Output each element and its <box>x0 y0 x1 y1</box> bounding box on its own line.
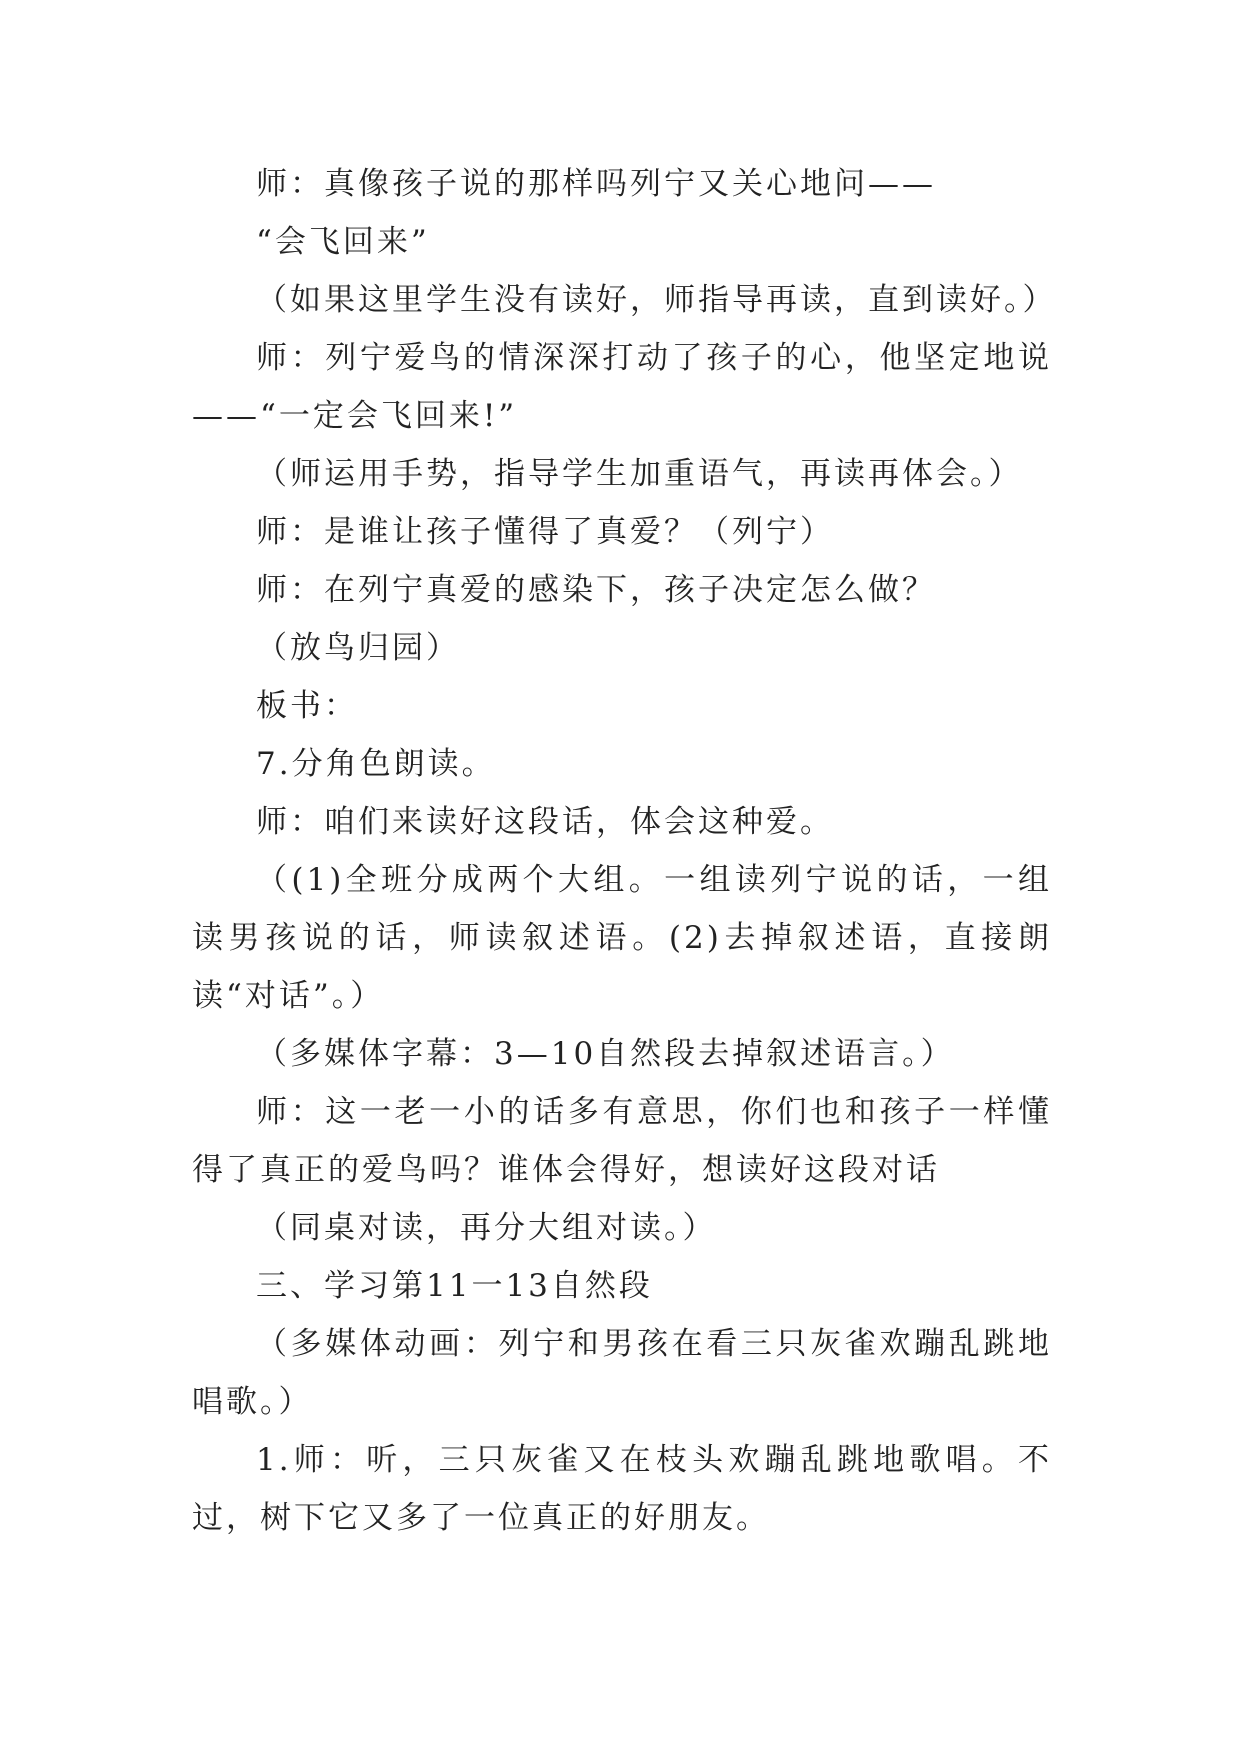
document-body <box>192 155 1057 1547</box>
paragraph: （放鸟归园） <box>256 630 460 666</box>
paragraph: （多媒体字幕：3—10自然段去掉叙述语言。） <box>256 1036 955 1072</box>
paragraph: 师：列宁爱鸟的情深深打动了孩子的心，他坚定地说——“一定会飞回来!” <box>192 340 1052 434</box>
paragraph: 7.分角色朗读。 <box>256 746 496 782</box>
paragraph: 板书： <box>256 688 358 724</box>
paragraph: 师：这一老一小的话多有意思，你们也和孩子一样懂得了真正的爱鸟吗？谁体会得好，想读好这段对话 <box>192 1094 1052 1188</box>
paragraph: （多媒体动画：列宁和男孩在看三只灰雀欢蹦乱跳地唱歌。） <box>192 1326 1052 1420</box>
paragraph: “会飞回来” <box>256 224 430 260</box>
paragraph: 师：是谁让孩子懂得了真爱？（列宁） <box>256 514 834 550</box>
paragraph: （如果这里学生没有读好，师指导再读，直到读好。） <box>256 282 1057 318</box>
paragraph: 师：咱们来读好这段话，体会这种爱。 <box>256 804 834 840</box>
paragraph: 1.师：听，三只灰雀又在枝头欢蹦乱跳地歌唱。不过，树下它又多了一位真正的好朋友。 <box>192 1442 1052 1536</box>
paragraph: 师：在列宁真爱的感染下，孩子决定怎么做？ <box>256 572 936 608</box>
paragraph: （师运用手势，指导学生加重语气，再读再体会。） <box>256 456 1023 492</box>
section-heading: 三、学习第11一13自然段 <box>256 1268 653 1304</box>
paragraph: （(1)全班分成两个大组。一组读列宁说的话，一组读男孩说的话，师读叙述语。(2)去掉叙述语，直接朗读“对话”。） <box>192 862 1052 1014</box>
paragraph: （同桌对读，再分大组对读。） <box>256 1210 717 1246</box>
paragraph: 师：真像孩子说的那样吗列宁又关心地问—— <box>256 166 936 202</box>
